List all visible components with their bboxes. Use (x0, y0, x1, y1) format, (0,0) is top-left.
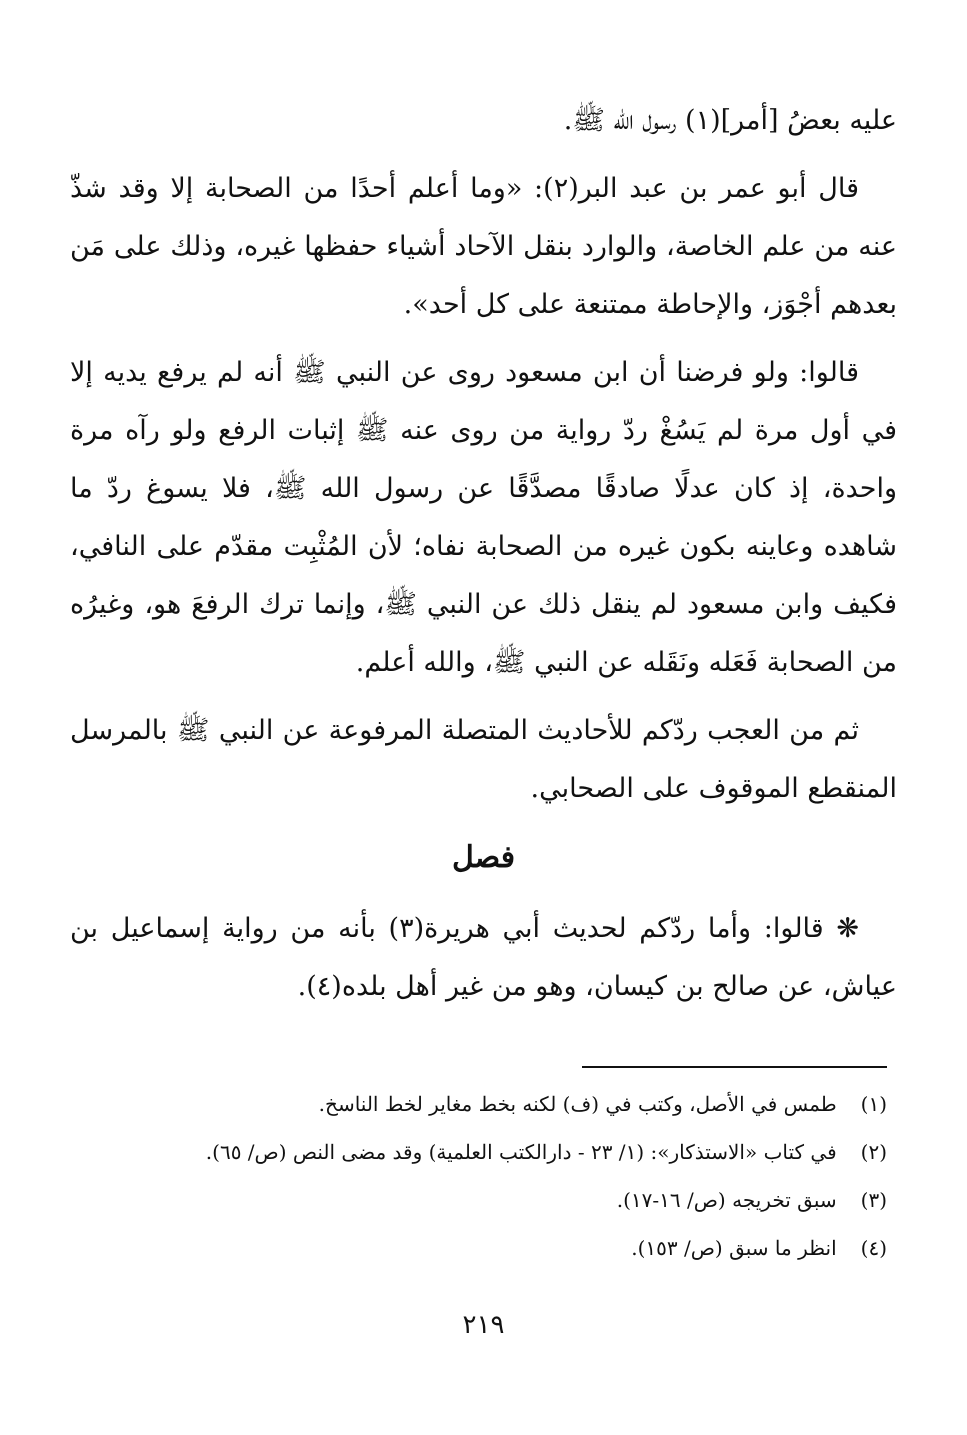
section-heading: فصل (451, 840, 516, 875)
footnote-text: سبق تخريجه (ص/ ١٦-١٧). (616, 1188, 837, 1212)
paragraph-2: قال أبو عمر بن عبد البر(٢): «وما أعلم أحدًا من الصحابة إلا وقد شذّ عنه من علم الخاصة، والوارد بنقل الآحاد أشياء حفظها غيره، وذلك على مَن بعدهم أجْوَز، والإحاطة ممتنعة على كل أحد». (70, 173, 897, 320)
footnote-text: طمس في الأصل، وكتب في (ف) لكنه بخط مغاير لخط الناسخ. (318, 1092, 837, 1116)
footnotes (80, 1080, 887, 1272)
paragraph-4: ثم من العجب ردّكم للأحاديث المتصلة المرفوعة عن النبي ﷺ بالمرسل المنقطع الموقوف على الصحابي. (70, 715, 897, 804)
main-text (70, 92, 897, 1026)
footnote-item (80, 1128, 887, 1176)
footnote-item (80, 1224, 887, 1272)
footnote-number: (١) (860, 1092, 887, 1116)
section-paragraph-1: ❋ قالوا: وأما ردّكم لحديث أبي هريرة(٣) بأنه من رواية إسماعيل بن عياش، عن صالح بن كيسان، وهو من غير أهل بلده(٤). (70, 913, 897, 1002)
footnote-text: في كتاب «الاستذكار»: (١/ ٢٣ - دارالكتب العلمية) وقد مضى النص (ص/ ٦٥). (205, 1140, 837, 1164)
footnote-divider (582, 1066, 887, 1068)
paragraph-1: عليه بعضُ [أمر](١) رسول الله ﷺ. (563, 105, 897, 136)
paragraph-3: قالوا: ولو فرضنا أن ابن مسعود روى عن النبي ﷺ أنه لم يرفع يديه إلا في أول مرة لم يَسُغْ ردّ رواية من روى عنه ﷺ إثبات الرفع ولو رآه مرة واحدة، إذ كان عدلًا صادقًا مصدَّقًا عن رسول الله ﷺ، فلا يسوغ ردّ ما شاهده وعاينه بكون غيره من الصحابة نفاه؛ لأن المُثْبِت مقدّم على النافي، فكيف وابن مسعود لم ينقل ذلك عن النبي ﷺ، وإنما ترك الرفعَ هو، وغيرُه من الصحابة فَعَله ونَقَله عن النبي ﷺ، والله أعلم. (70, 357, 897, 678)
footnote-item (80, 1176, 887, 1224)
footnote-number: (٢) (860, 1140, 887, 1164)
footnote-text: انظر ما سبق (ص/ ١٥٣). (631, 1236, 837, 1260)
page-number: ٢١٩ (462, 1310, 505, 1340)
footnote-item (80, 1080, 887, 1128)
footnote-number: (٣) (860, 1188, 887, 1212)
footnote-number: (٤) (860, 1236, 887, 1260)
